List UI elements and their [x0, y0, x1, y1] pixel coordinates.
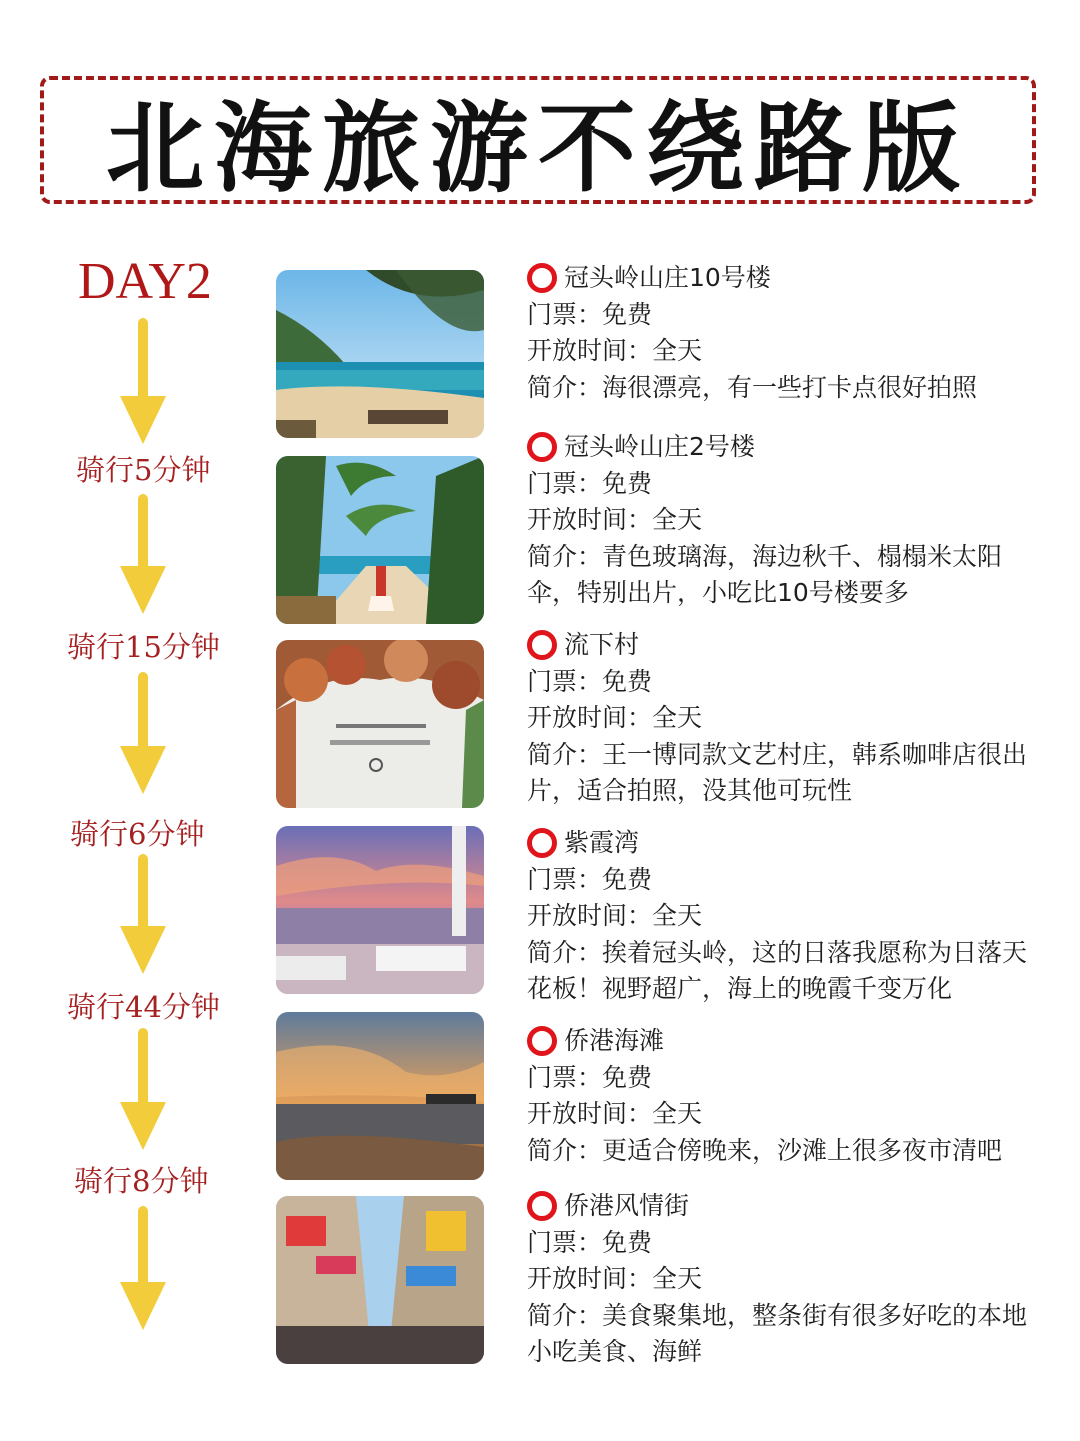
- spot-info: [527, 825, 1047, 1008]
- spot-description: 简介：美食聚集地，整条街有很多好吃的本地小吃美食、海鲜: [527, 1300, 1028, 1366]
- ride-time-label: 骑行8分钟: [74, 1164, 209, 1198]
- circle-icon: [527, 1191, 557, 1221]
- circle-icon: [527, 1026, 557, 1056]
- arrow-down-icon: [118, 1028, 168, 1152]
- spot-description: 简介：海很漂亮，有一些打卡点很好拍照: [527, 372, 978, 402]
- spot-name: 侨港海滩: [564, 1026, 665, 1055]
- spot-hours: 开放时间：全天: [527, 336, 703, 365]
- beach-cove-photo: [276, 270, 484, 438]
- spot-ticket: 门票：免费: [527, 666, 653, 696]
- spot-hours: 开放时间：全天: [527, 505, 703, 534]
- spot-info: [527, 627, 1047, 810]
- food-street-photo: [276, 1196, 484, 1364]
- arrow-down-icon: [118, 318, 168, 446]
- page-title: 北海旅游不绕路版: [105, 90, 970, 206]
- spot-hours: 开放时间：全天: [527, 901, 703, 930]
- ride-time-label: 骑行5分钟: [76, 453, 211, 487]
- arrow-down-icon: [118, 1206, 168, 1332]
- spot-description: 简介：更适合傍晚来，沙滩上很多夜市清吧: [527, 1135, 1003, 1165]
- arrow-down-icon: [118, 672, 168, 796]
- circle-icon: [527, 630, 557, 660]
- title-banner: [40, 76, 1036, 204]
- arrow-down-icon: [118, 494, 168, 616]
- spot-ticket: 门票：免费: [527, 468, 653, 498]
- spot-name: 侨港风情街: [564, 1191, 690, 1220]
- spot-hours: 开放时间：全天: [527, 703, 703, 732]
- spot-description: 简介：青色玻璃海，海边秋千、榻榻米太阳伞，特别出片，小吃比10号楼要多: [527, 541, 1003, 607]
- spot-hours: 开放时间：全天: [527, 1264, 703, 1293]
- spot-info: [527, 1188, 1047, 1371]
- spot-name: 冠头岭山庄10号楼: [564, 263, 771, 292]
- palm-path-photo: [276, 456, 484, 624]
- arrow-down-icon: [118, 854, 168, 976]
- day-label: DAY2: [78, 253, 212, 310]
- spot-name: 流下村: [564, 630, 640, 659]
- spot-name: 冠头岭山庄2号楼: [564, 432, 755, 461]
- spot-ticket: 门票：免费: [527, 1062, 653, 1092]
- circle-icon: [527, 828, 557, 858]
- circle-icon: [527, 432, 557, 462]
- sunset-bay-photo: [276, 826, 484, 994]
- spot-hours: 开放时间：全天: [527, 1099, 703, 1128]
- spot-description: 简介：王一博同款文艺村庄，韩系咖啡店很出片，适合拍照，没其他可玩性: [527, 739, 1028, 805]
- spot-name: 紫霞湾: [564, 828, 640, 857]
- spot-info: [527, 429, 1047, 612]
- evening-beach-photo: [276, 1012, 484, 1180]
- ride-time-label: 骑行44分钟: [67, 990, 220, 1024]
- flower-wall-photo: [276, 640, 484, 808]
- spot-info: [527, 1023, 1047, 1169]
- spot-ticket: 门票：免费: [527, 864, 653, 894]
- spot-ticket: 门票：免费: [527, 299, 653, 329]
- spot-ticket: 门票：免费: [527, 1227, 653, 1257]
- spot-info: [527, 260, 1047, 406]
- circle-icon: [527, 263, 557, 293]
- ride-time-label: 骑行15分钟: [67, 630, 220, 664]
- ride-time-label: 骑行6分钟: [70, 817, 205, 851]
- spot-description: 简介：挨着冠头岭，这的日落我愿称为日落天花板！视野超广，海上的晚霞千变万化: [527, 937, 1028, 1003]
